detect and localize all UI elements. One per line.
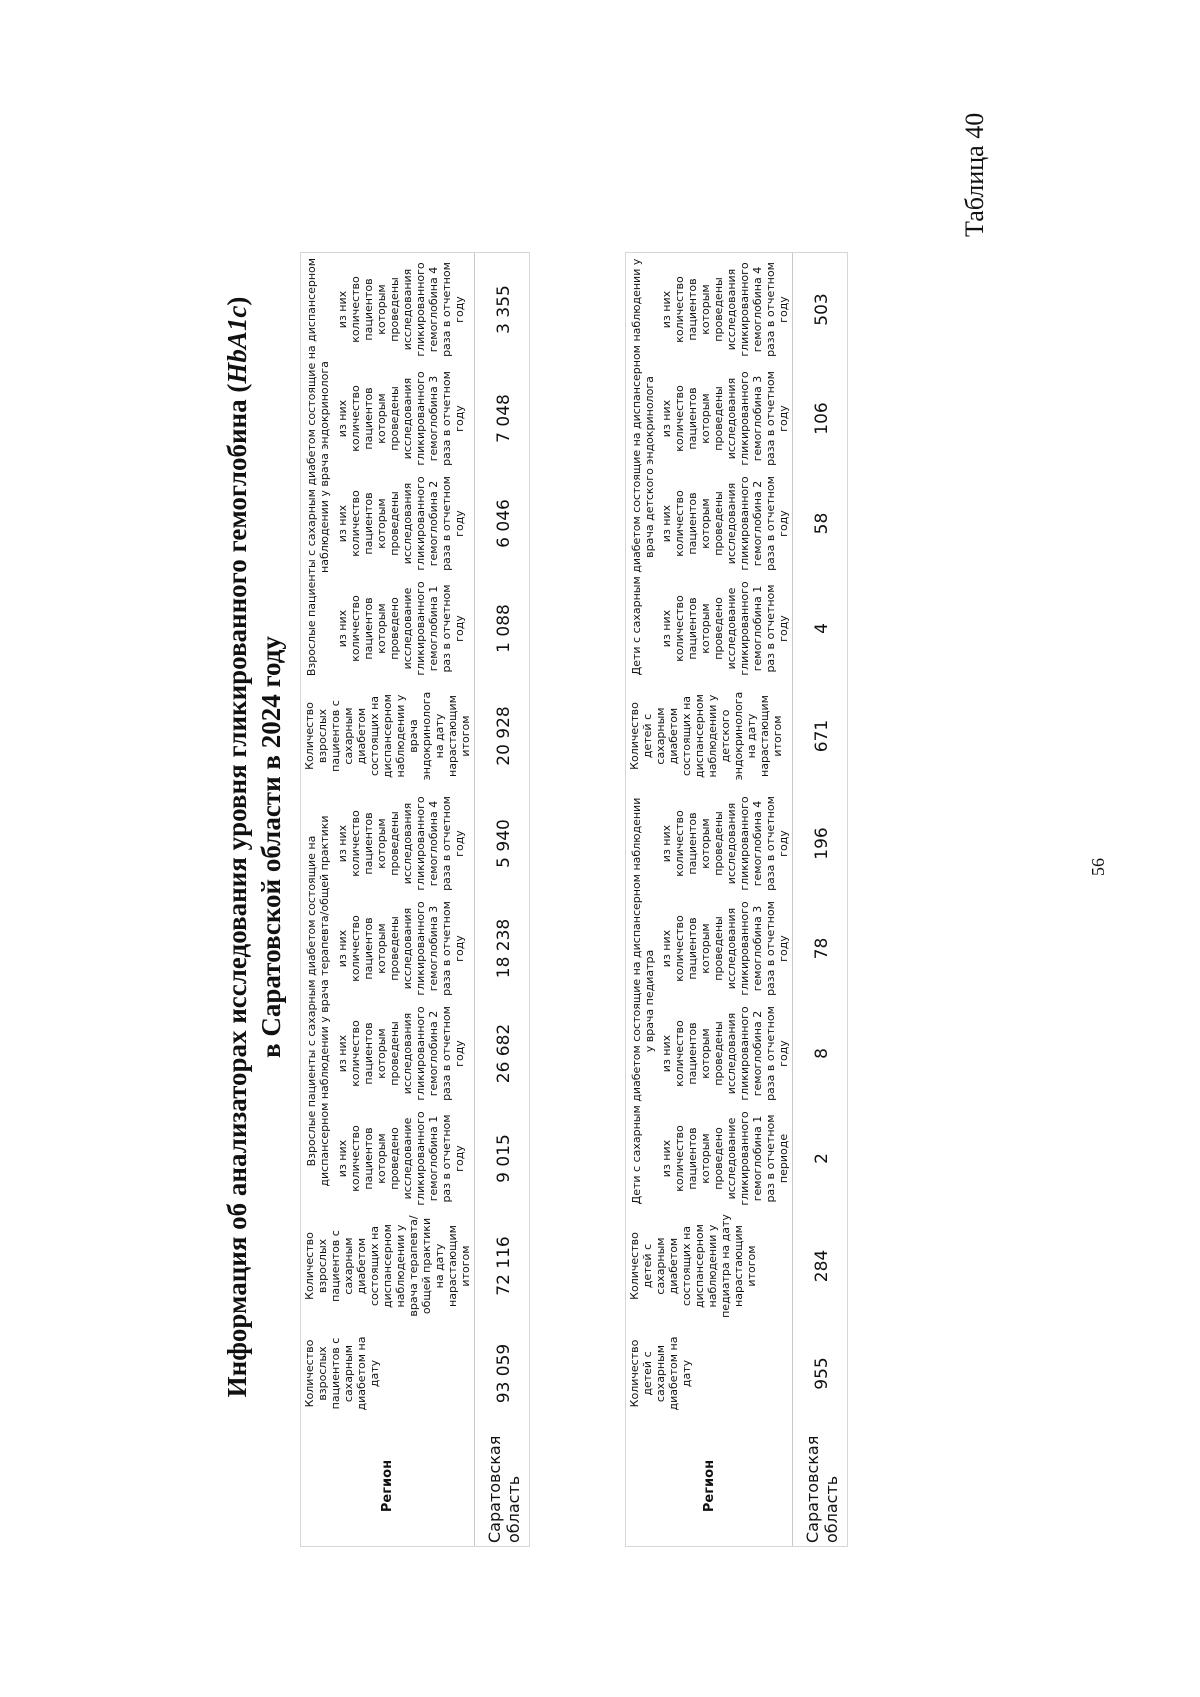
value-cell: 2 [793, 1106, 848, 1211]
header-sub-4: из них количество пациентов которым проведены исследования гликированного гемоглобина 4 раза в отчетном году [336, 262, 467, 357]
header-sub-1: из них количество пациентов которым проведено исследование гликированного гемоглобина 1 раз в отчетном году [336, 1111, 467, 1206]
header-children-pediatr: Количество детей с сахарным диабетом состоящих на диспансерном наблюдении у педиатра на дату нарастающим итогом [628, 1214, 758, 1318]
table-row [475, 253, 530, 1546]
value-cell: 72 116 [475, 1211, 530, 1321]
header-sub-1: из них количество пациентов которым проведено исследование гликированного гемоглобина 1 раз в отчетном периоде [660, 1111, 790, 1206]
title-line2: в Саратовской области в 2024 году [256, 636, 286, 1058]
region-header: Регион [701, 1459, 717, 1513]
header-sub-2: из них количество пациентов которым проведены исследования гликированного гемоглобина 2 раза в отчетном году [660, 1006, 790, 1101]
value-cell: 26 682 [475, 1001, 530, 1106]
header-adults-endo: Количество взрослых пациентов с сахарным диабетом состоящих на диспансерном наблюдении у врача эндокринолога на дату нарастающим итогом [303, 691, 472, 781]
header-children-endo: Количество детей с сахарным диабетом состоящих на диспансерном наблюдении у детского эндокринолога на дату нарастающим итогом [628, 691, 784, 781]
header-sub-1: из них количество пациентов которым проведено исследование гликированного гемоглобина 1 раз в отчетном году [336, 581, 467, 676]
header-sub-2: из них количество пациентов которым проведены исследования гликированного гемоглобина 2 раза в отчетном году [336, 1006, 467, 1101]
header-sub-4: из них количество пациентов которым проведены исследования гликированного гемоглобина 4 раза в отчетном году [660, 262, 790, 357]
group-header-endo: Взрослые пациенты с сахарным диабетом состоящие на диспансерном наблюдении у врача эндокринолога [305, 257, 331, 677]
value-cell: 196 [793, 791, 848, 896]
value-cell: 4 [793, 576, 848, 681]
value-cell: 8 [793, 1001, 848, 1106]
value-cell: 20 928 [475, 681, 530, 791]
value-cell: 7 048 [475, 366, 530, 471]
value-cell: 955 [793, 1321, 848, 1426]
header-sub-3: из них количество пациентов которым проведены исследования гликированного гемоглобина 3 раза в отчетном году [660, 371, 790, 466]
page-number: 56 [1088, 858, 1108, 876]
header-sub-3: из них количество пациентов которым проведены исследования гликированного гемоглобина 3 раза в отчетном году [336, 371, 467, 466]
table-label: Таблица 40 [960, 112, 989, 237]
region-header: Регион [380, 1459, 395, 1513]
adults-table [300, 252, 530, 1547]
value-cell: 284 [793, 1211, 848, 1321]
value-cell: 106 [793, 366, 848, 471]
value-cell: 671 [793, 681, 848, 791]
group-header-child-endo: Дети с сахарным диабетом состоящие на диспансерном наблюдении у врача детского эндокринолога [630, 258, 656, 676]
group-header-therapist: Взрослые пациенты с сахарным диабетом состоящие на диспансерном наблюдении у врача терапевта/общей практики [305, 815, 331, 1187]
value-cell: 78 [793, 896, 848, 1001]
document-title [220, 247, 288, 1447]
value-cell: 9 015 [475, 1106, 530, 1211]
value-cell: 5 940 [475, 791, 530, 896]
value-cell: 503 [793, 253, 848, 366]
value-cell: 18 238 [475, 896, 530, 1001]
value-cell: 1 088 [475, 576, 530, 681]
header-adults-total: Количество взрослых пациентов с сахарным диабетом на дату [303, 1336, 381, 1411]
value-cell: 58 [793, 471, 848, 576]
header-sub-2: из них количество пациентов которым проведены исследования гликированного гемоглобина 2 раза в отчетном году [660, 476, 790, 571]
region-cell: Саратовская область [793, 1426, 848, 1546]
header-sub-2: из них количество пациентов которым проведены исследования гликированного гемоглобина 2 раза в отчетном году [336, 476, 467, 571]
region-cell: Саратовская область [475, 1426, 530, 1546]
table-row [793, 253, 848, 1546]
header-sub-3: из них количество пациентов которым проведены исследования гликированного гемоглобина 3 раза в отчетном году [336, 901, 467, 996]
group-header-pediatr: Дети с сахарным диабетом состоящие на диспансерном наблюдении у врача педиатра [630, 797, 656, 1205]
value-cell: 6 046 [475, 471, 530, 576]
children-table [625, 252, 848, 1547]
header-sub-3: из них количество пациентов которым проведены исследования гликированного гемоглобина 3 раза в отчетном году [660, 901, 790, 996]
title-line1: Информация об анализаторах исследования уровня гликированного гемоглобина (HbA1c) [222, 296, 252, 1398]
header-sub-4: из них количество пациентов которым проведены исследования гликированного гемоглобина 4 раза в отчетном году [660, 796, 790, 891]
header-adults-therapist: Количество взрослых пациентов с сахарным диабетом состоящих на диспансерном наблюдении у врача терапевта/ общей практики на дату нарастающим итогом [303, 1215, 472, 1317]
header-sub-1: из них количество пациентов которым проведено исследование гликированного гемоглобина 1 раз в отчетном году [660, 581, 790, 676]
header-sub-4: из них количество пациентов которым проведены исследования гликированного гемоглобина 4 раза в отчетном году [336, 796, 467, 891]
value-cell: 93 059 [475, 1321, 530, 1426]
header-children-total: Количество детей с сахарным диабетом на дату [628, 1336, 693, 1411]
value-cell: 3 355 [475, 253, 530, 366]
